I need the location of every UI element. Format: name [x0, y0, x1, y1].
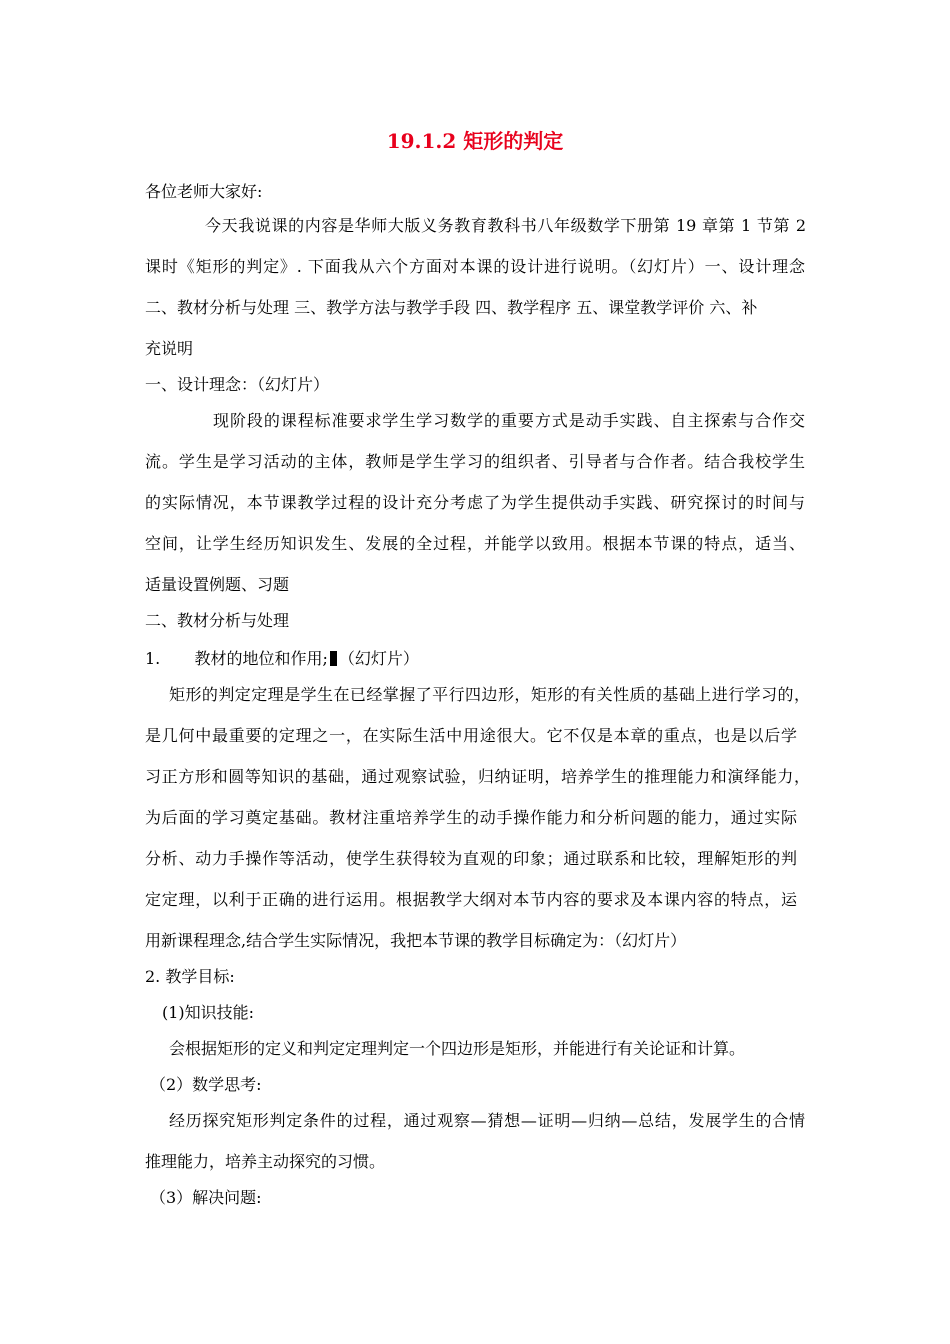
- item1-heading: [145, 648, 419, 670]
- goal2-line-2: 推理能力，培养主动探究的习惯。: [145, 1152, 386, 1171]
- item2-heading: 2. 教学目标:: [145, 967, 235, 986]
- item1-number: 1.: [145, 649, 161, 668]
- section1-line-2: 流。学生是学习活动的主体，教师是学生学习的组织者、引导者与合作者。结合我校学生: [145, 452, 805, 471]
- item1-line-6: 定定理，以利于正确的进行运用。根据教学大纲对本节内容的要求及本课内容的特点，运: [145, 890, 797, 909]
- intro-line-3: 二、教材分析与处理 三、教学方法与教学手段 四、教学程序 五、课堂教学评价 六、补: [145, 298, 758, 317]
- greeting: 各位老师大家好:: [145, 182, 263, 201]
- section2-heading: 二、教材分析与处理: [145, 611, 290, 630]
- item1-line-2: 是几何中最重要的定理之一，在实际生活中用途很大。它不仅是本章的重点，也是以后学: [145, 726, 797, 745]
- item1-line-3: 习正方形和圆等知识的基础，通过观察试验，归纳证明，培养学生的推理能力和演绎能力，: [145, 767, 810, 786]
- section1-line-5: 适量设置例题、习题: [145, 575, 290, 594]
- goal1-heading: (1)知识技能:: [162, 1003, 255, 1022]
- intro-line-2: 课时《矩形的判定》. 下面我从六个方面对本课的设计进行说明。（幻灯片）一、设计理念: [145, 257, 805, 276]
- item1-line-1: 矩形的判定定理是学生在已经掌握了平行四边形，矩形的有关性质的基础上进行学习的，: [169, 685, 810, 704]
- intro-line-1: 今天我说课的内容是华师大版义务教育教科书八年级数学下册第 19 章第 1 节第 2: [205, 216, 806, 235]
- item1-slide-note: （幻灯片）: [338, 649, 419, 668]
- goal3-heading: （3）解决问题:: [150, 1188, 262, 1207]
- item1-line-5: 分析、动力手操作等活动，使学生获得较为直观的印象；通过联系和比较，理解矩形的判: [145, 849, 797, 868]
- goal2-line-1: 经历探究矩形判定条件的过程，通过观察—猜想—证明—归纳—总结，发展学生的合情: [169, 1111, 805, 1130]
- item1-line-4: 为后面的学习奠定基础。教材注重培养学生的动手操作能力和分析问题的能力，通过实际: [145, 808, 797, 827]
- document-title: 19.1.2 矩形的判定: [386, 129, 564, 153]
- item1-line-7: 用新课程理念,结合学生实际情况，我把本节课的教学目标确定为：（幻灯片）: [145, 931, 687, 950]
- section1-line-3: 的实际情况，本节课教学过程的设计充分考虑了为学生提供动手实践、研究探讨的时间与: [145, 493, 805, 512]
- intro-line-4: 充说明: [145, 339, 194, 358]
- goal2-heading: （2）数学思考:: [150, 1075, 262, 1094]
- section1-heading: 一、设计理念：（幻灯片）: [145, 375, 330, 394]
- item1-label: 教材的地位和作用;: [194, 649, 328, 668]
- section1-line-1: 现阶段的课程标准要求学生学习数学的重要方式是动手实践、自主探索与合作交: [213, 411, 805, 430]
- section1-line-4: 空间，让学生经历知识发生、发展的全过程，并能学以致用。根据本节课的特点，适当、: [145, 534, 805, 553]
- cursor-block-icon: [330, 651, 337, 666]
- goal1-body: 会根据矩形的定义和判定定理判定一个四边形是矩形，并能进行有关论证和计算。: [169, 1039, 746, 1058]
